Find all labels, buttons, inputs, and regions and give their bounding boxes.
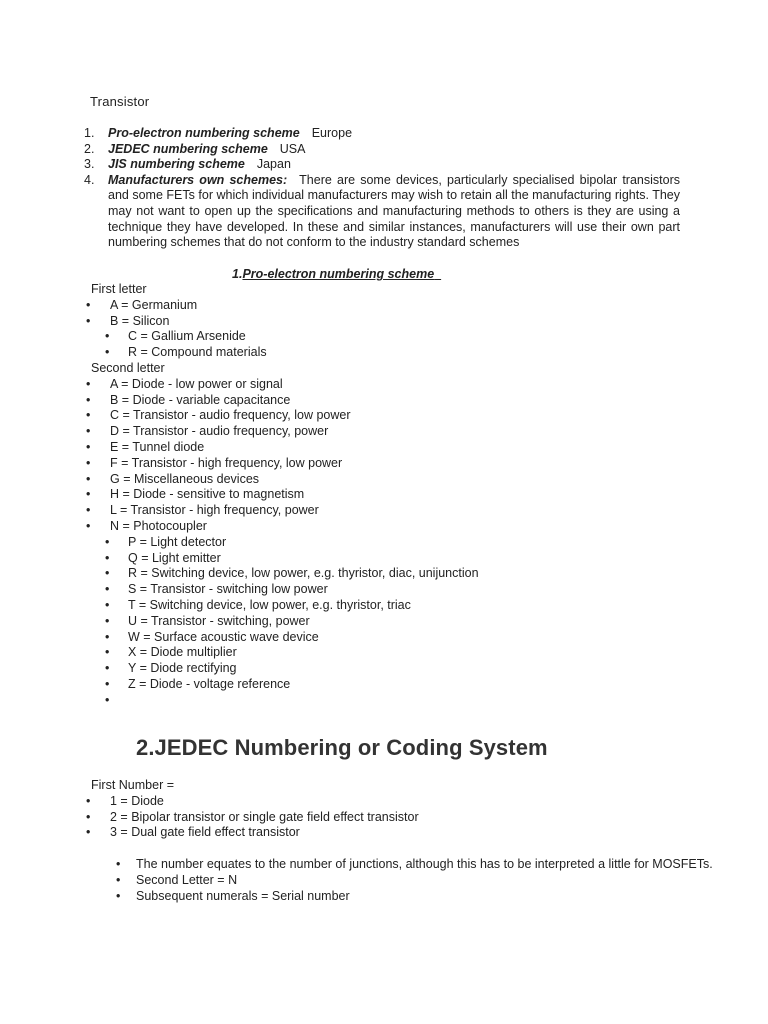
first-letter-label: First letter	[91, 282, 147, 296]
list-label: JIS numbering scheme	[108, 157, 245, 172]
list-item: • D = Transistor - audio frequency, power	[86, 424, 479, 440]
section-heading-pro-electron	[232, 267, 441, 281]
list-item: • B = Diode - variable capacitance	[86, 393, 479, 409]
section-title: Pro-electron numbering scheme	[242, 267, 435, 281]
list-number: 4.	[84, 172, 95, 187]
list-item: • U = Transistor - switching, power	[86, 614, 479, 630]
list-item: • R = Compound materials	[86, 345, 479, 361]
list-number: 2.	[84, 141, 95, 156]
list-item	[84, 157, 680, 173]
list-item: • P = Light detector	[86, 535, 479, 551]
list-item: • Q = Light emitter	[86, 551, 479, 567]
list-item: • R = Switching device, low power, e.g. thyristor, diac, unijunction	[86, 566, 479, 582]
section-heading-jedec: 2.JEDEC Numbering or Coding System	[136, 735, 548, 760]
list-item: • The number equates to the number of junctions, although this has to be interpreted a little for MOSFETs.	[86, 857, 726, 873]
letter-codes	[86, 282, 479, 709]
list-item: • X = Diode multiplier	[86, 645, 479, 661]
list-item: • N = Photocoupler	[86, 519, 479, 535]
list-item	[84, 142, 680, 158]
list-item-empty	[86, 693, 479, 709]
list-label: JEDEC numbering scheme	[108, 141, 268, 156]
list-text: There are some devices, particularly specialised bipolar transistors and some FETs for which individual manufacturers may wish to retain all the manufacturing rights. They may not want to open up the specifications and manufacturing methods to others is they are using a technique they have developed. In these and similar instances, manufacturers will use their own part numbering schemes that do not conform to the industry standard schemes	[108, 172, 680, 250]
list-item: • H = Diode - sensitive to magnetism	[86, 487, 479, 503]
second-letter-label: Second letter	[91, 360, 165, 375]
list-item: • F = Transistor - high frequency, low power	[86, 456, 479, 472]
list-text: Europe	[311, 126, 353, 140]
first-number-label: First Number =	[91, 778, 175, 792]
list-item: • L = Transistor - high frequency, power	[86, 503, 479, 519]
list-item: • 2 = Bipolar transistor or single gate field effect transistor	[86, 810, 419, 826]
list-item: • W = Surface acoustic wave device	[86, 630, 479, 646]
list-item: • C = Gallium Arsenide	[86, 329, 479, 345]
section-prefix: 1.	[232, 267, 243, 281]
list-item: • T = Switching device, low power, e.g. thyristor, triac	[86, 598, 479, 614]
list-item: • A = Germanium	[86, 298, 479, 314]
list-number: 3.	[84, 157, 95, 172]
list-item: • E = Tunnel diode	[86, 440, 479, 456]
list-text: USA	[279, 141, 306, 156]
list-item: • 3 = Dual gate field effect transistor	[86, 825, 419, 841]
list-number: 1.	[84, 126, 95, 140]
list-label: Manufacturers own schemes:	[108, 172, 288, 187]
list-item: • G = Miscellaneous devices	[86, 472, 479, 488]
list-item: • C = Transistor - audio frequency, low power	[86, 408, 479, 424]
list-item: • B = Silicon	[86, 314, 479, 330]
jedec-codes	[86, 778, 419, 841]
list-item	[84, 126, 680, 142]
list-text: Japan	[256, 157, 291, 172]
list-item: • Second Letter = N	[86, 873, 726, 889]
list-item: • A = Diode - low power or signal	[86, 377, 479, 393]
document-title: Transistor	[90, 94, 150, 109]
list-item: • 1 = Diode	[86, 794, 419, 810]
list-item: • Subsequent numerals = Serial number	[86, 889, 726, 905]
jedec-notes	[86, 857, 726, 904]
list-item: • S = Transistor - switching low power	[86, 582, 479, 598]
list-item: • Y = Diode rectifying	[86, 661, 479, 677]
list-item	[84, 173, 680, 251]
schemes-list	[84, 126, 680, 251]
list-label: Pro-electron numbering scheme	[108, 126, 300, 140]
list-item: • Z = Diode - voltage reference	[86, 677, 479, 693]
